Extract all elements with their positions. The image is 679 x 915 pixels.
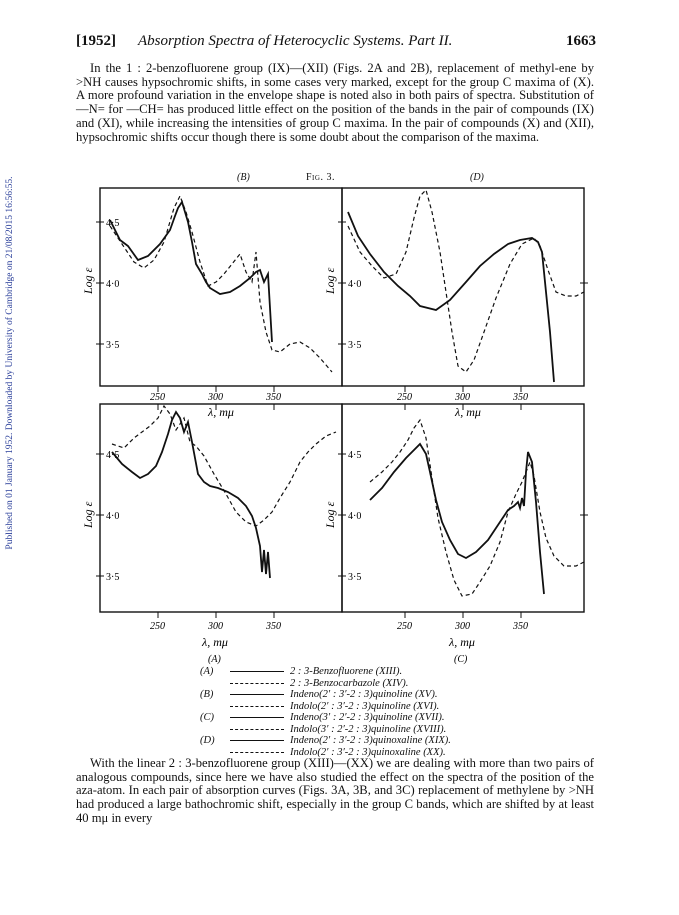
x-tick-d-300: 300 xyxy=(455,392,470,403)
x-tick-a-350: 350 xyxy=(266,621,281,632)
legend-row: Indolo(2′ : 3′-2 : 3)quinoline (XVI). xyxy=(200,701,451,713)
legend-row: Indolo(3′ : 2′-2 : 3)quinoline (XVIII). xyxy=(200,724,451,736)
legend-row: 2 : 3-Benzocarbazole (XIV). xyxy=(200,678,451,690)
figure-legend xyxy=(200,666,451,758)
curve-b-dashed xyxy=(110,196,332,372)
figure-title: Fig. 3. xyxy=(306,172,335,183)
x-tick-d-350: 350 xyxy=(513,392,528,403)
tick-label-d-35: 3·5 xyxy=(348,340,362,351)
x-tick-c-300: 300 xyxy=(455,621,470,632)
x-tick-a-250: 250 xyxy=(150,621,165,632)
panel-frame-d xyxy=(342,188,584,386)
tick-label-d-40: 4·0 xyxy=(348,279,362,290)
y-axis-label-d: Log ε xyxy=(323,267,337,294)
curve-c-solid xyxy=(370,444,544,594)
x-tick-b-350: 350 xyxy=(266,392,281,403)
curve-b-solid xyxy=(110,202,272,342)
legend-row: (C) Indeno(3′ : 2′-2 : 3)quinoline (XVII). xyxy=(200,712,445,723)
x-tick-b-300: 300 xyxy=(208,392,223,403)
panel-label-a: (A) xyxy=(208,654,221,665)
page-header xyxy=(76,33,596,51)
tick-label-a-40: 4·0 xyxy=(106,511,120,522)
curve-d-solid xyxy=(348,212,554,382)
x-axis-label-c: λ, mμ xyxy=(449,635,475,649)
x-tick-a-300: 300 xyxy=(208,621,223,632)
header-title: Absorption Spectra of Heterocyclic Systems. Part II. xyxy=(138,33,453,49)
page-number: 1663 xyxy=(566,33,596,49)
download-watermark: Published on 01 January 1952. Downloaded by University of Cambridge on 21/08/2015 16:56:55. xyxy=(5,176,15,550)
x-tick-b-250: 250 xyxy=(150,392,165,403)
tick-label-c-35: 3·5 xyxy=(348,572,362,583)
legend-row: (B) Indeno(2′ : 3′-2 : 3)quinoline (XV). xyxy=(200,689,438,700)
x-tick-d-250: 250 xyxy=(397,392,412,403)
x-tick-c-350: 350 xyxy=(513,621,528,632)
y-axis-label-c: Log ε xyxy=(323,501,337,528)
header-year: [1952] xyxy=(76,33,116,49)
tick-label-b-40: 4·0 xyxy=(106,279,120,290)
panel-frame-b xyxy=(100,188,342,386)
legend-row: (D) Indeno(2′ : 3′-2 : 3)quinoxaline (XIX). xyxy=(200,735,451,746)
paragraph-linear-benzofluorene xyxy=(76,757,594,826)
absorption-spectra-figure xyxy=(80,182,590,670)
legend-row: Indolo(2′ : 3′-2 : 3)quinoxaline (XX). xyxy=(200,747,451,759)
tick-label-c-40: 4·0 xyxy=(348,511,362,522)
panel-frame-c xyxy=(342,404,584,612)
curve-c-dashed xyxy=(370,420,584,596)
curve-a-dashed xyxy=(112,406,336,526)
x-axis-label-d: λ, mμ xyxy=(455,405,481,419)
y-axis-label-b: Log ε xyxy=(81,267,95,294)
tick-label-a-45: 4·5 xyxy=(106,450,120,461)
x-tick-c-250: 250 xyxy=(397,621,412,632)
paragraph-benzofluorene xyxy=(76,62,594,144)
panel-label-d: (D) xyxy=(470,172,484,183)
paragraph-text: With the linear 2 : 3-benzofluorene group (XIII)—(XX) we are dealing with more than two pairs of analogous compounds, since here we have also studied the effect on the spectra of the position of the aza-atom. In each pair of absorption curves (Figs. 3A, 3B, and 3C) replacement of methylene by >NH had produced a large bathochromic shift, especially in the group C bands, which are shifted by at least 40 mμ in every xyxy=(76,756,594,825)
tick-label-a-35: 3·5 xyxy=(106,572,120,583)
y-axis-label-a: Log ε xyxy=(81,501,95,528)
paragraph-text: In the 1 : 2-benzofluorene group (IX)—(XII) (Figs. 2A and 2B), replacement of methyl-ene by >NH causes hypsochromic shifts, in some cases very marked, except for the group C maxima of (X). A more profound variation in the envelope shape is noted also in both pairs of spectra. Substitution of —N= for —CH= has produced little effect on the position of the bands in the pair of compounds (IX) and (XI), while increasing the intensities of group C maxima. In the pair of compounds (X) and (XII), hypsochromic shifts occur though there is some doubt about the comparison of the maxima. xyxy=(76,61,594,144)
tick-label-b-45: 4·5 xyxy=(106,218,120,229)
legend-row: (A) 2 : 3-Benzofluorene (XIII). xyxy=(200,666,403,677)
panel-label-b: (B) xyxy=(237,172,250,183)
tick-label-b-35: 3·5 xyxy=(106,340,120,351)
x-axis-label-a: λ, mμ xyxy=(202,635,228,649)
panel-frame-a xyxy=(100,404,342,612)
panel-label-c: (C) xyxy=(454,654,468,665)
tick-label-c-45: 4·5 xyxy=(348,450,362,461)
x-axis-label-b: λ, mμ xyxy=(208,405,234,419)
